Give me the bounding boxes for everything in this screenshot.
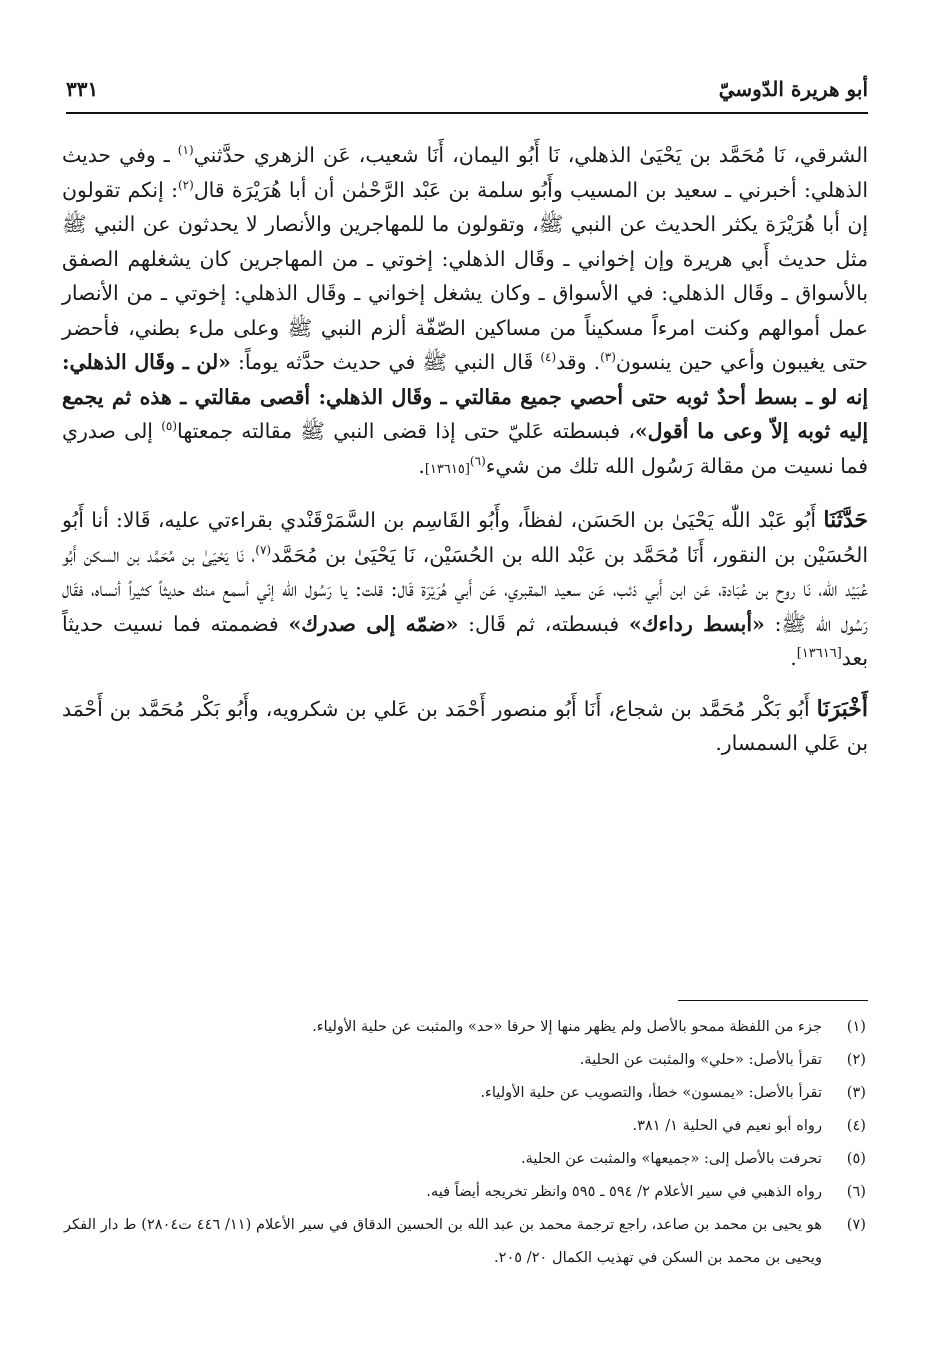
- footnote-5: [64, 1142, 866, 1175]
- footnotes: [64, 1010, 866, 1274]
- hadith-quote: «ضمّه إلى صدرك»: [288, 611, 459, 636]
- footnote-ref-6: (٦): [469, 453, 486, 468]
- hadith-quote: «لن ـ وقَال الذهلي: إنه لو ـ بسط أحدٌ ثوبه حتى أحصي جميع مقالتي ـ وقَال الذهلي: أقصى مقالتي ـ هذه ثم يجمع إليه ثوبه إلاّ وعى ما أقول»: [62, 350, 869, 443]
- paragraph-1: [62, 138, 868, 487]
- text-segment: ـ وفي حديث الذهلي: أخبرني ـ سعيد بن المسيب وأَبُو سلمة بن عَبْد الرَّحْمٰن أن أبا هُرَيْرَة قال: [62, 143, 869, 202]
- text-segment: فضممته فما نسيت حديثاً بعد: [62, 611, 868, 670]
- text-segment: ، نَا يَحْيَىٰ بن مُحَمَّد بن السكن أَبُو عُبَيْد الله، نَا روح بن عُبَادة، عَن ابن أَبي ذئب، عَن سعيد المقبري، عَن أَبي هُرَيْرَة قَال: قلت: يا رَسُول الله إنّي أسمع منك حديثاً كثيراً أنساه، فقَال رَسُول الله ﷺ:: [62, 542, 869, 636]
- text-segment: أَبُو عَبْد اللّٰه يَحْيَىٰ بن الحَسَن، لفظاً، وأَبُو القَاسِم بن السَّمَرْقَنْدي بقراءتي عليه، قَالا: أنا أَبُو الحُسَيْن بن النقور، أَنَا مُحَمَّد بن عَبْد الله بن الحُسَيْن، نَا يَحْيَىٰ بن مُحَمَّد: [62, 508, 868, 567]
- main-text: [62, 138, 868, 761]
- text-segment: . وقد: [556, 350, 601, 374]
- footnote-text: رواه الذهبي في سير الأعلام ٢/ ٥٩٤ ـ ٥٩٥ وانظر تخريجه أيضاً فيه.: [426, 1183, 822, 1200]
- running-title: أبو هريرة الدّوسيّ: [718, 77, 868, 101]
- text-segment: .: [790, 646, 797, 670]
- footnote-ref-3: (٣): [600, 350, 616, 365]
- footnote-text: تحرفت بالأصل إلى: «جميعها» والمثبت عن الحلية.: [520, 1150, 822, 1167]
- text-segment: : إنكم تقولون إن أبا هُرَيْرَة يكثر الحديث عن النبي ﷺ، وتقولون ما للمهاجرين والأنصار لا يحدثون عن النبي ﷺ مثل حديث أَبي هريرة وإن إخواني ـ وقَال الذهلي: إخوتي ـ من المهاجرين كان يشغلهم الصفق بالأسواق ـ وقَال الذهلي: في الأسواق ـ وكان يشغل إخواني ـ وقَال الذهلي: إخوتي ـ من الأنصار عمل أموالهم وكنت امرءاً مسكيناً من مساكين الصّفّة ألزم النبي ﷺ وعلى ملء بطني، فأحضر حتى يغيبون وأعي حين ينسون: [62, 177, 868, 374]
- text-segment: أَبُو بَكْر مُحَمَّد بن شجاع، أَنَا أَبُو منصور أَحْمَد بن عَلي بن شكرويه، وأَبُو بَكْر مُحَمَّد بن أَحْمَد بن عَلي السمسار.: [62, 696, 868, 755]
- footnote-ref-2: (٢): [177, 177, 194, 192]
- footnote-2: [64, 1043, 866, 1076]
- narration-lead: أَخْبَرَنَا: [816, 695, 868, 722]
- footnote-ref-7: (٧): [255, 542, 272, 557]
- text-segment: قَال النبي ﷺ في حديث حدَّثه يوماً:: [230, 350, 541, 374]
- narration-lead: حَدَّثَنَا: [823, 507, 868, 533]
- footnote-ref-5: (٥): [161, 419, 178, 434]
- footnote-text: جزء من اللفظة ممحو بالأصل ولم يظهر منها إلا حرفا «حد» والمثبت عن حلية الأولياء.: [312, 1018, 822, 1035]
- footnote-1: [64, 1010, 866, 1043]
- footnote-ref-1: (١): [177, 143, 194, 158]
- hadith-number: [١٣٦١٥]: [424, 461, 470, 477]
- footnote-4: [64, 1109, 866, 1142]
- footnote-separator: [678, 1000, 868, 1001]
- footnote-number: (٤): [846, 1117, 866, 1134]
- footnote-3: [64, 1076, 866, 1109]
- text-segment: إلى صدري فما نسيت من مقالة رَسُول الله تلك من شيء: [62, 419, 868, 478]
- footnote-text: تقرأ بالأصل: «يمسون» خطأ، والتصويب عن حلية الأولياء.: [480, 1084, 822, 1101]
- footnote-number: (٥): [846, 1150, 866, 1167]
- footnote-text: هو يحيى بن محمد بن صاعد، راجع ترجمة محمد بن عبد الله بن الحسين الدقاق في سير الأعلام (١١/ ٤٤٦ ت٢٨٠٤) ط دار الفكر ويحيى بن محمد بن السكن في تهذيب الكمال ٢٠/ ٢٠٥.: [64, 1216, 822, 1266]
- hadith-number: [١٣٦١٦]: [796, 646, 842, 662]
- footnote-number: (٦): [846, 1183, 866, 1200]
- footnote-number: (١): [846, 1018, 866, 1035]
- footnote-ref-4: (٤): [540, 350, 557, 365]
- text-segment: .: [418, 453, 425, 478]
- text-segment: فبسطته، ثم قَال:: [458, 611, 629, 636]
- paragraph-2: [62, 503, 868, 676]
- page-number: ٣٣١: [66, 77, 99, 101]
- text-segment: ، فبسطته عَليّ حتى إذا قضى النبي ﷺ مقالته جمعتها: [177, 419, 635, 443]
- paragraph-3: [62, 692, 868, 761]
- footnote-number: (٢): [846, 1051, 866, 1068]
- footnote-number: (٧): [846, 1216, 866, 1233]
- footnote-number: (٣): [846, 1084, 866, 1101]
- footnote-text: رواه أبو نعيم في الحلية ١/ ٣٨١.: [632, 1117, 822, 1134]
- running-header: [66, 68, 868, 114]
- footnote-text: تقرأ بالأصل: «حلي» والمثبت عن الحلية.: [579, 1051, 822, 1068]
- footnote-6: [64, 1175, 866, 1208]
- hadith-quote: «أبسط رداءك»: [628, 611, 765, 636]
- text-segment: الشرقي، نَا مُحَمَّد بن يَحْيَىٰ الذهلي، نَا أَبُو اليمان، أَنَا شعيب، عَن الزهري حدَّثني: [193, 143, 868, 167]
- footnote-7: [64, 1208, 866, 1274]
